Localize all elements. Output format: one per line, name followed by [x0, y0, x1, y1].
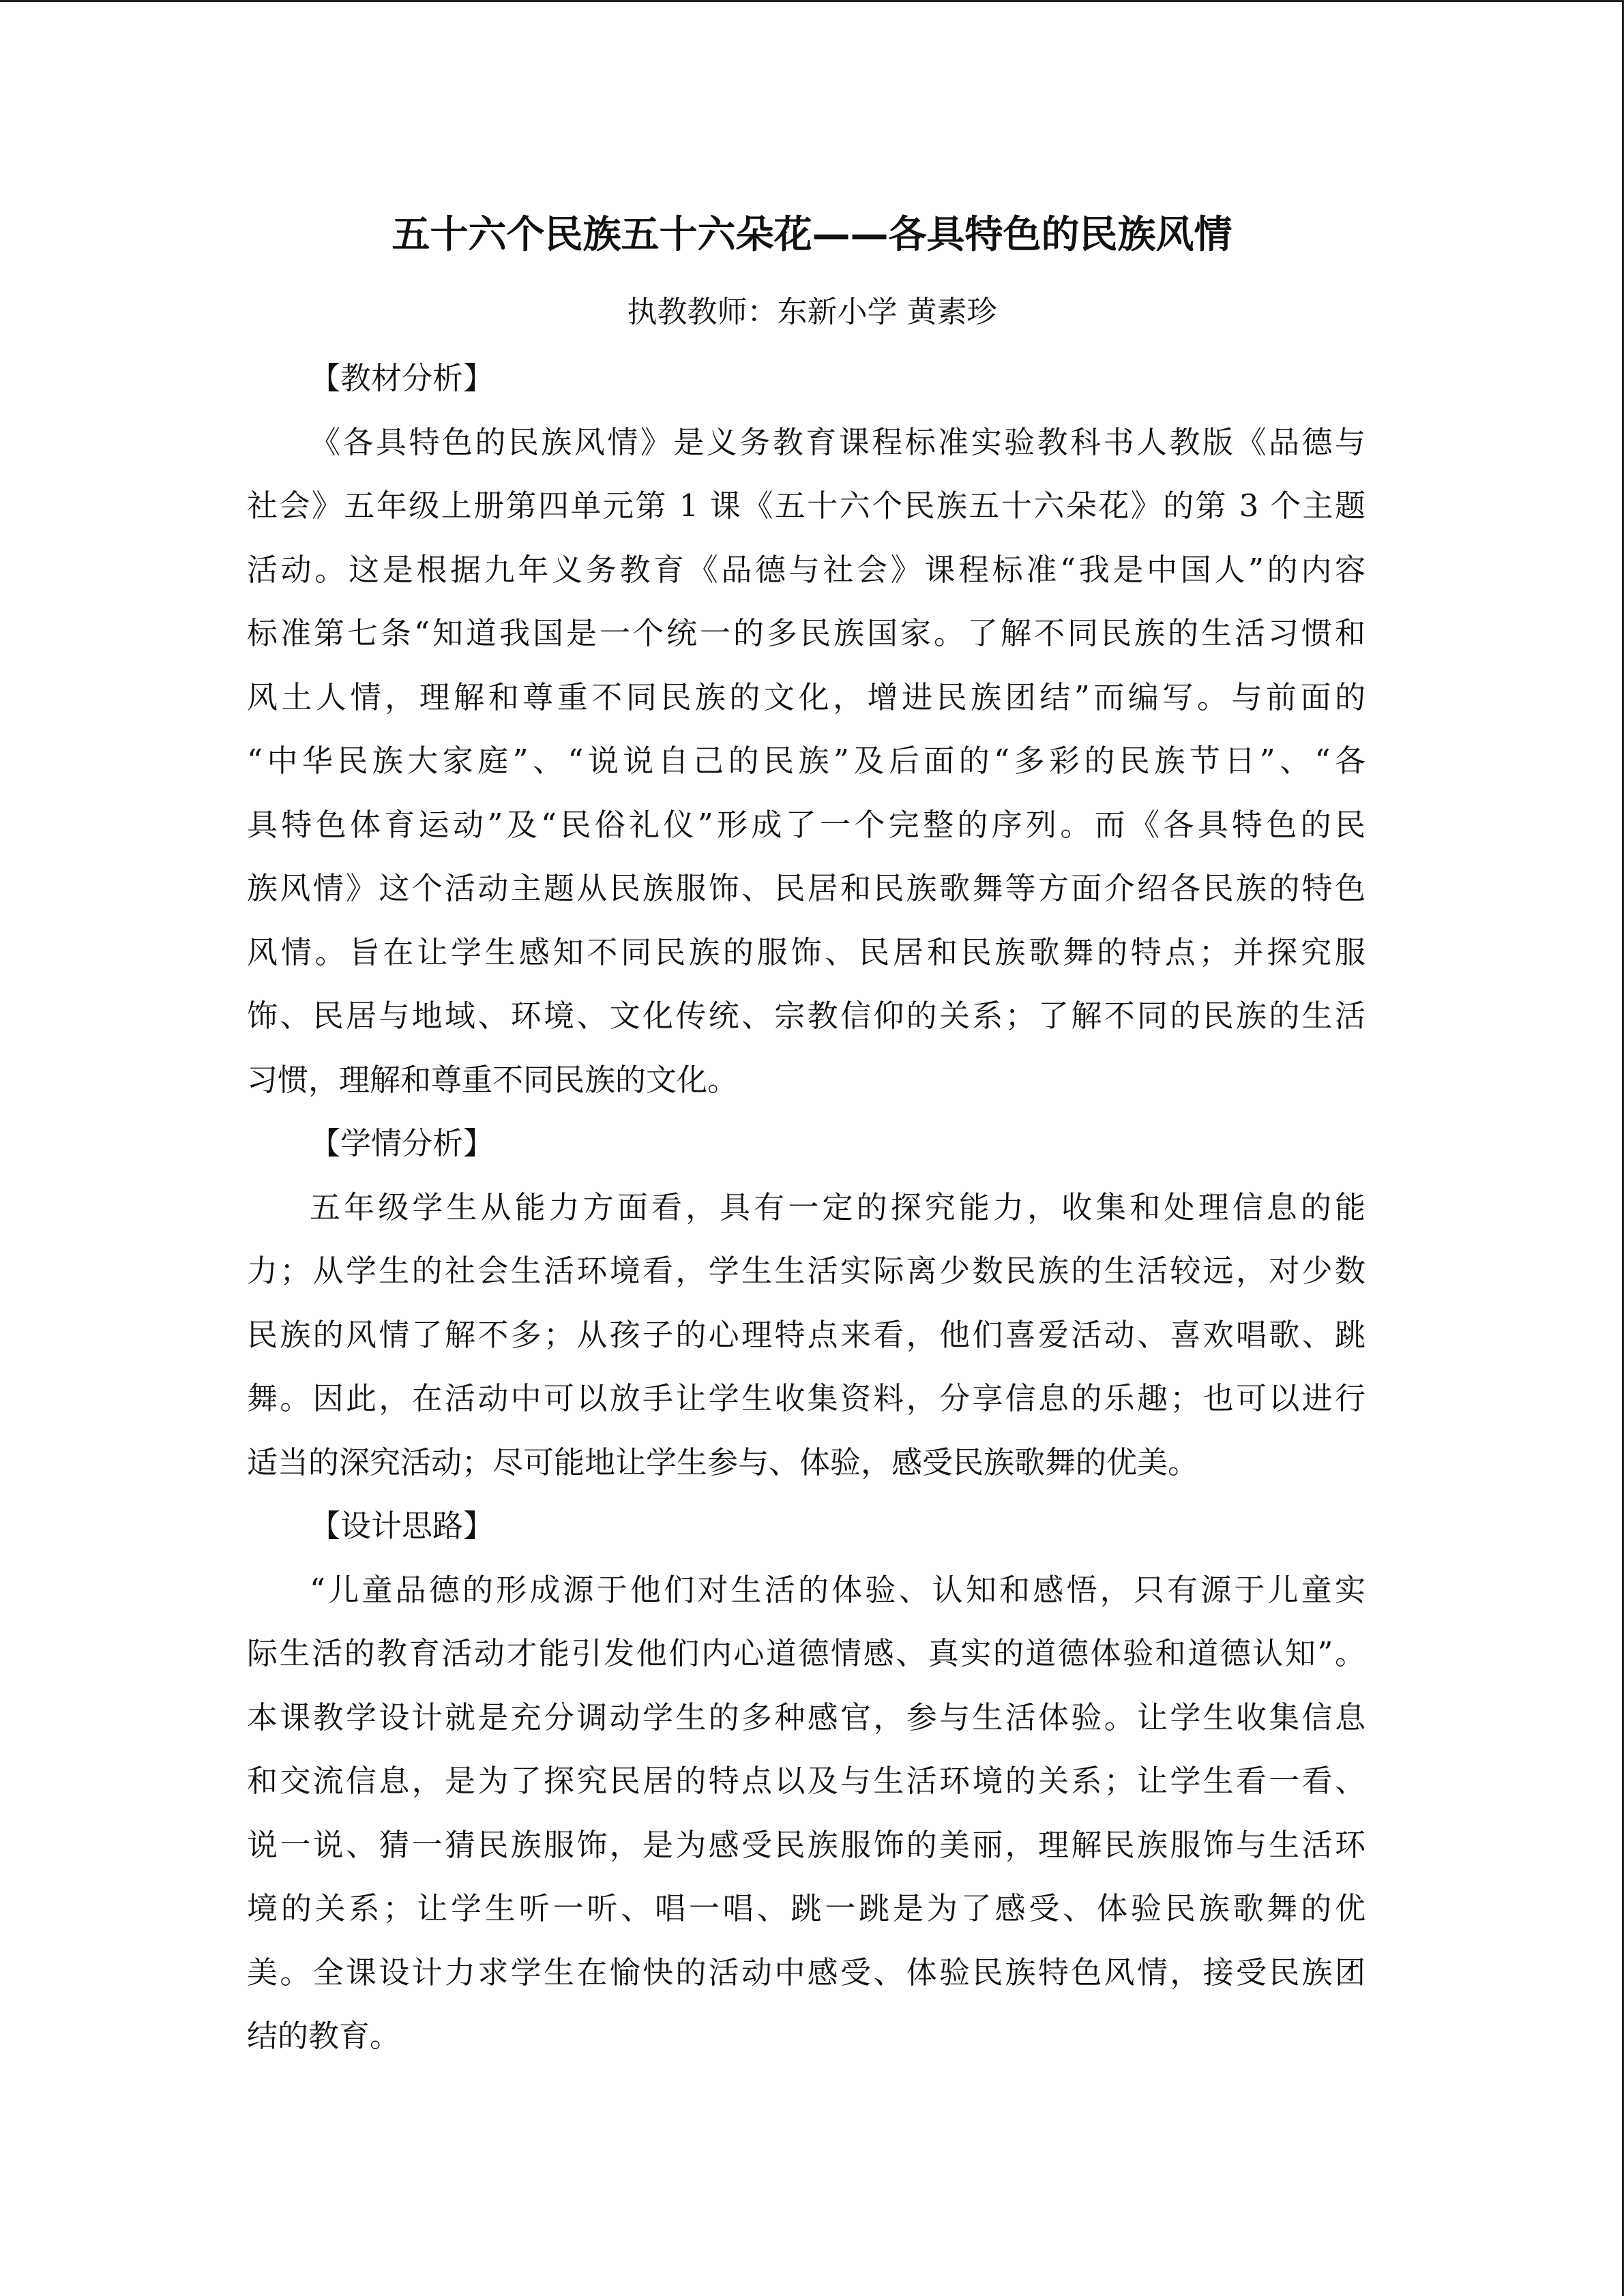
section-heading-student-analysis: 【学情分析】	[310, 1125, 494, 1161]
paragraph-line: 社会》五年级上册第四单元第 1 课《五十六个民族五十六朵花》的第 3 个主题	[247, 488, 1365, 524]
paragraph-line: 本课教学设计就是充分调动学生的多种感官，参与生活体验。让学生收集信息	[247, 1699, 1365, 1735]
document-title: 五十六个民族五十六朵花——各具特色的民族风情	[392, 213, 1232, 257]
paragraph-line: 族风情》这个活动主题从民族服饰、民居和民族歌舞等方面介绍各民族的特色	[247, 870, 1365, 906]
document-body	[247, 346, 1365, 2068]
paragraph-line: “中华民族大家庭”、“说说自己的民族”及后面的“多彩的民族节日”、“各	[247, 743, 1365, 779]
paragraph-line: 舞。因此，在活动中可以放手让学生收集资料，分享信息的乐趣；也可以进行	[247, 1380, 1365, 1416]
paragraph-line: 习惯，理解和尊重不同民族的文化。	[247, 1061, 739, 1098]
paragraph-line: “儿童品德的形成源于他们对生活的体验、认知和感悟，只有源于儿童实	[310, 1571, 1365, 1608]
paragraph-line: 民族的风情了解不多；从孩子的心理特点来看，他们喜爱活动、喜欢唱歌、跳	[247, 1316, 1365, 1353]
paragraph-line: 风土人情，理解和尊重不同民族的文化，增进民族团结”而编写。与前面的	[247, 679, 1365, 715]
paragraph-line: 和交流信息，是为了探究民居的特点以及与生活环境的关系；让学生看一看、	[247, 1763, 1365, 1799]
paragraph-line: 风情。旨在让学生感知不同民族的服饰、民居和民族歌舞的特点；并探究服	[247, 934, 1365, 970]
paragraph-line: 饰、民居与地域、环境、文化传统、宗教信仰的关系；了解不同的民族的生活	[247, 998, 1365, 1034]
document-author: 执教教师：东新小学 黄素珍	[627, 295, 997, 329]
paragraph-line: 力；从学生的社会生活环境看，学生生活实际离少数民族的生活较远，对少数	[247, 1253, 1365, 1289]
paragraph-line: 活动。这是根据九年义务教育《品德与社会》课程标准“我是中国人”的内容	[247, 551, 1365, 588]
section-heading-design-ideas: 【设计思路】	[310, 1508, 494, 1544]
paragraph-line: 五年级学生从能力方面看，具有一定的探究能力，收集和处理信息的能	[310, 1189, 1365, 1225]
paragraph-line: 结的教育。	[247, 2018, 401, 2054]
paragraph-line: 说一说、猜一猜民族服饰，是为感受民族服饰的美丽，理解民族服饰与生活环	[247, 1826, 1365, 1863]
paragraph-line: 际生活的教育活动才能引发他们内心道德情感、真实的道德体验和道德认知”。	[247, 1635, 1365, 1671]
paragraph-line: 境的关系；让学生听一听、唱一唱、跳一跳是为了感受、体验民族歌舞的优	[247, 1890, 1365, 1926]
paragraph-line: 美。全课设计力求学生在愉快的活动中感受、体验民族特色风情，接受民族团	[247, 1954, 1365, 1991]
paragraph-line: 《各具特色的民族风情》是义务教育课程标准实验教科书人教版《品德与	[310, 423, 1365, 460]
paragraph-line: 适当的深究活动；尽可能地让学生参与、体验，感受民族歌舞的优美。	[247, 1444, 1199, 1480]
paragraph-line: 标准第七条“知道我国是一个统一的多民族国家。了解不同民族的生活习惯和	[247, 615, 1365, 651]
paragraph-line: 具特色体育运动”及“民俗礼仪”形成了一个完整的序列。而《各具特色的民	[247, 806, 1365, 843]
section-heading-textbook-analysis: 【教材分析】	[310, 360, 494, 396]
